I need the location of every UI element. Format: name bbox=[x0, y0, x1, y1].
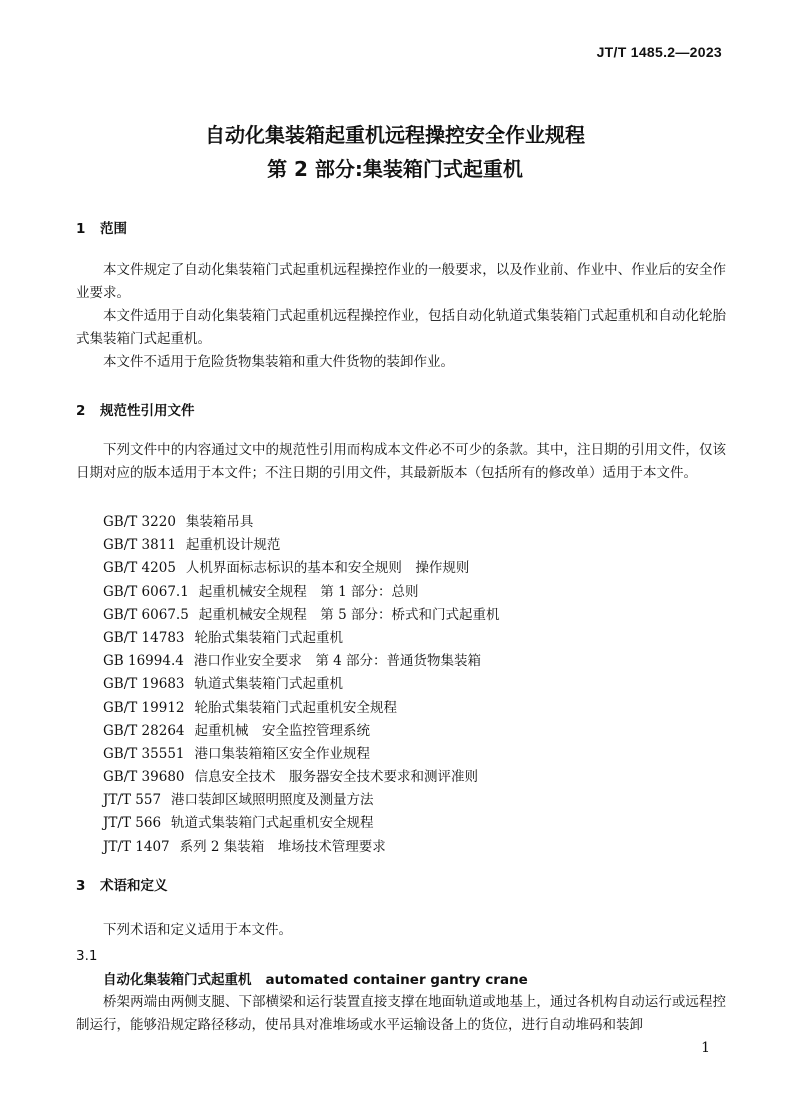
terms-intro bbox=[76, 919, 726, 942]
reference-title: 港口集装箱箱区安全作业规程 bbox=[194, 745, 370, 762]
paragraph: 下列术语和定义适用于本文件。 bbox=[103, 922, 292, 938]
reference-code: GB/T 28264 bbox=[103, 722, 185, 739]
section-title: 规范性引用文件 bbox=[100, 403, 195, 419]
reference-title: 轨道式集装箱门式起重机安全规程 bbox=[171, 815, 374, 832]
reference-item bbox=[103, 627, 499, 650]
reference-item bbox=[103, 650, 499, 673]
reference-title: 系列 2 集装箱 堆场技术管理要求 bbox=[179, 838, 386, 855]
section-number: 1 bbox=[76, 221, 86, 237]
standard-code: JT/T 1485.2—2023 bbox=[596, 44, 722, 60]
section-2-heading bbox=[76, 401, 195, 421]
reference-item bbox=[103, 720, 499, 743]
reference-code: GB/T 19912 bbox=[103, 699, 185, 716]
reference-code: JT/T 566 bbox=[103, 815, 162, 832]
term-heading bbox=[103, 970, 528, 990]
paragraph: 桥架两端由两侧支腿、下部横梁和运行装置直接支撑在地面轨道或地基上，通过各机构自动运行或远程控制运行，能够沿规定路径移动，使吊具对准堆场或水平运输设备上的货位，进行自动堆码和装卸 bbox=[76, 994, 726, 1033]
reference-list bbox=[103, 511, 499, 859]
reference-title: 信息安全技术 服务器安全技术要求和测评准则 bbox=[194, 769, 478, 786]
reference-title: 人机界面标志标识的基本和安全规则 操作规则 bbox=[185, 560, 470, 577]
references-intro bbox=[76, 439, 726, 485]
reference-code: GB/T 6067.1 bbox=[103, 583, 189, 600]
title-line-1: 自动化集装箱起重机远程操控安全作业规程 bbox=[205, 123, 585, 147]
reference-code: GB/T 14783 bbox=[103, 629, 185, 646]
document-title bbox=[0, 118, 790, 186]
reference-item bbox=[103, 743, 499, 766]
title-line-2: 第 2 部分:集装箱门式起重机 bbox=[267, 157, 523, 181]
reference-title: 港口作业安全要求 第 4 部分：普通货物集装箱 bbox=[193, 653, 481, 670]
term-definition bbox=[76, 991, 726, 1037]
reference-title: 港口装卸区域照明照度及测量方法 bbox=[171, 792, 374, 809]
paragraph: 本文件规定了自动化集装箱门式起重机远程操控作业的一般要求，以及作业前、作业中、作业后的安全作业要求。 bbox=[76, 262, 726, 301]
reference-title: 集装箱吊具 bbox=[185, 514, 254, 530]
reference-title: 起重机械安全规程 第 1 部分：总则 bbox=[198, 583, 419, 600]
reference-item bbox=[103, 604, 499, 627]
reference-code: JT/T 557 bbox=[103, 792, 162, 809]
reference-title: 轮胎式集装箱门式起重机安全规程 bbox=[194, 699, 397, 716]
reference-item bbox=[103, 697, 499, 720]
reference-code: GB/T 19683 bbox=[103, 676, 185, 693]
scope-body bbox=[76, 259, 726, 374]
reference-code: GB 16994.4 bbox=[103, 653, 184, 670]
paragraph: 下列文件中的内容通过文中的规范性引用而构成本文件必不可少的条款。其中，注日期的引用文件，仅该日期对应的版本适用于本文件；不注日期的引用文件，其最新版本（包括所有的修改单）适用于本文件。 bbox=[76, 442, 726, 481]
reference-item bbox=[103, 673, 499, 696]
term-english: automated container gantry crane bbox=[265, 972, 528, 988]
reference-item bbox=[103, 789, 499, 812]
reference-title: 轮胎式集装箱门式起重机 bbox=[194, 629, 343, 646]
reference-code: GB/T 3220 bbox=[103, 514, 176, 530]
page-number: 1 bbox=[701, 1040, 710, 1056]
reference-code: GB/T 35551 bbox=[103, 745, 185, 762]
reference-item bbox=[103, 812, 499, 835]
reference-item bbox=[103, 836, 499, 859]
reference-item bbox=[103, 511, 499, 534]
reference-title: 起重机械安全规程 第 5 部分：桥式和门式起重机 bbox=[198, 606, 500, 623]
reference-item bbox=[103, 557, 499, 580]
section-number: 2 bbox=[76, 403, 86, 419]
reference-code: GB/T 39680 bbox=[103, 769, 185, 786]
reference-item bbox=[103, 766, 499, 789]
reference-code: GB/T 3811 bbox=[103, 537, 176, 554]
reference-item bbox=[103, 581, 499, 604]
paragraph: 本文件不适用于危险货物集装箱和重大件货物的装卸作业。 bbox=[103, 354, 454, 370]
reference-title: 起重机械 安全监控管理系统 bbox=[194, 722, 370, 739]
term-chinese: 自动化集装箱门式起重机 bbox=[103, 972, 252, 988]
reference-code: GB/T 6067.5 bbox=[103, 606, 189, 623]
reference-code: JT/T 1407 bbox=[103, 838, 170, 855]
section-3-heading bbox=[76, 876, 168, 896]
reference-code: GB/T 4205 bbox=[103, 560, 176, 577]
section-1-heading bbox=[76, 219, 127, 239]
term-number: 3.1 bbox=[76, 948, 98, 964]
section-number: 3 bbox=[76, 878, 86, 894]
paragraph: 本文件适用于自动化集装箱门式起重机远程操控作业，包括自动化轨道式集装箱门式起重机和自动化轮胎式集装箱门式起重机。 bbox=[76, 308, 726, 347]
reference-item bbox=[103, 534, 499, 557]
section-title: 范围 bbox=[100, 221, 127, 237]
section-title: 术语和定义 bbox=[100, 878, 168, 894]
reference-title: 轨道式集装箱门式起重机 bbox=[194, 676, 343, 693]
reference-title: 起重机设计规范 bbox=[185, 537, 281, 554]
